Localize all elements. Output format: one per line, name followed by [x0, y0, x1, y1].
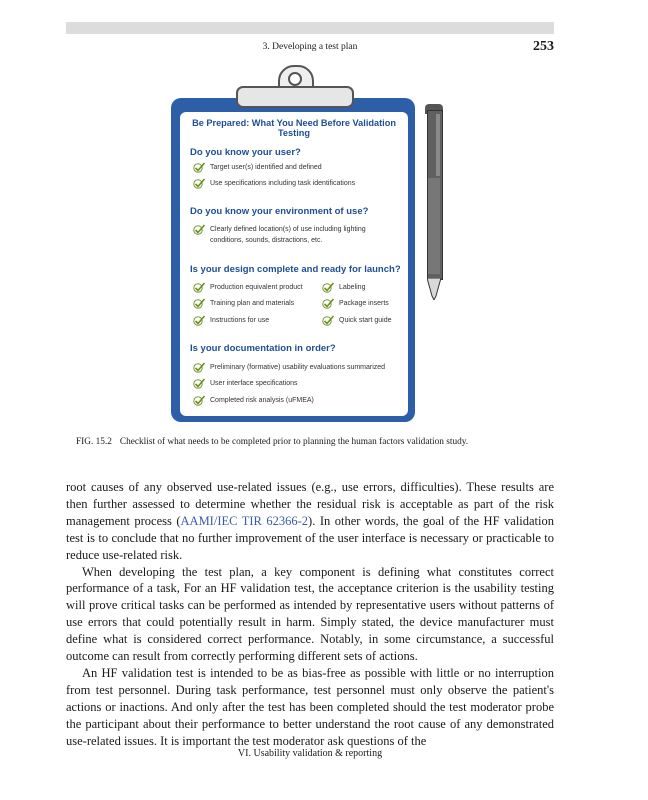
checkmark-icon: [193, 162, 206, 173]
chapter-title: 3. Developing a test plan: [262, 42, 358, 52]
pen-clip: [436, 114, 440, 176]
section-heading-user: Do you know your user?: [190, 147, 301, 158]
figure-caption: [76, 437, 556, 447]
checkmark-icon: [193, 282, 206, 293]
checkmark-icon: [193, 362, 206, 373]
checklist-item: Training plan and materials: [193, 298, 294, 309]
checklist-title: Be Prepared: What You Need Before Validation Testing: [192, 118, 396, 138]
checklist-item: Instructions for use: [193, 315, 269, 326]
checkmark-icon: [322, 282, 335, 293]
checklist-item: Completed risk analysis (uFMEA): [193, 395, 314, 406]
clip-hole: [288, 72, 302, 86]
checkmark-icon: [322, 298, 335, 309]
checklist-item: Package inserts: [322, 298, 389, 309]
checkmark-icon: [193, 315, 206, 326]
checklist-item: Clearly defined location(s) of use including lighting conditions, sounds, distractions, etc.: [193, 224, 393, 246]
checklist-item: Target user(s) identified and defined: [193, 162, 322, 173]
body-text: [66, 479, 554, 750]
checkmark-icon: [193, 224, 206, 235]
checkmark-icon: [193, 378, 206, 389]
pen-tip: [427, 278, 443, 305]
clip-bar: [236, 86, 354, 108]
section-heading-design: Is your design complete and ready for launch?: [190, 264, 401, 275]
checklist-item: Preliminary (formative) usability evaluations summarized: [193, 362, 385, 373]
checklist-item: Production equivalent product: [193, 282, 303, 293]
checklist-item: Use specifications including task identifications: [193, 178, 355, 189]
running-head: [66, 40, 554, 56]
paragraph: An HF validation test is intended to be as bias-free as possible with little or no interruption from test personnel. During task performance, test personnel must only observe the patient's actions or inactions. And only after the test has been completed should the test moderator probe the participant about their performance to better understand the root cause of any demonstrated use-related issues. It is important the test moderator ask questions of the: [66, 665, 554, 748]
section-heading-environment: Do you know your environment of use?: [190, 206, 369, 217]
checklist-item: Labeling: [322, 282, 365, 293]
page-number: 253: [533, 39, 554, 54]
paragraph: When developing the test plan, a key component is defining what constitutes correct performance of a task, For an HF validation test, the acceptance criterion is the usability testing will prove critical tasks can be performed as intended by representative users without patterns of use errors that could potentially result in harm. Simply stated, the device manufacturer must define what is considered correct performance. Notably, in some circumstance, a successful outcome can result from correctly performing different sets of actions.: [66, 564, 554, 664]
caption-text: Checklist of what needs to be completed prior to planning the human factors validation study.: [119, 437, 469, 447]
footer: VI. Usability validation & reporting: [237, 748, 383, 759]
section-heading-documentation: Is your documentation in order?: [190, 343, 336, 354]
top-rule: [66, 22, 554, 34]
checklist-item: Quick start guide: [322, 315, 392, 326]
checkmark-icon: [193, 178, 206, 189]
checkmark-icon: [193, 298, 206, 309]
reference-link[interactable]: AAMI/IEC TIR 62366-2: [180, 513, 309, 528]
checklist-item: User interface specifications: [193, 378, 298, 389]
figure-label: FIG. 15.2: [76, 437, 112, 447]
checkmark-icon: [193, 395, 206, 406]
pen-grip: [428, 178, 440, 274]
paragraph: root causes of any observed use-related issues (e.g., use errors, difficulties). These results are then further assessed to determine whether the residual risk is acceptable as part of the risk management process (AAMI/IEC TIR 62366-2). In other words, the goal of the HF validation test is to conclude that no further improvement of the user interface is necessary or practicable to reduce use-related risk.: [66, 480, 555, 562]
checkmark-icon: [322, 315, 335, 326]
